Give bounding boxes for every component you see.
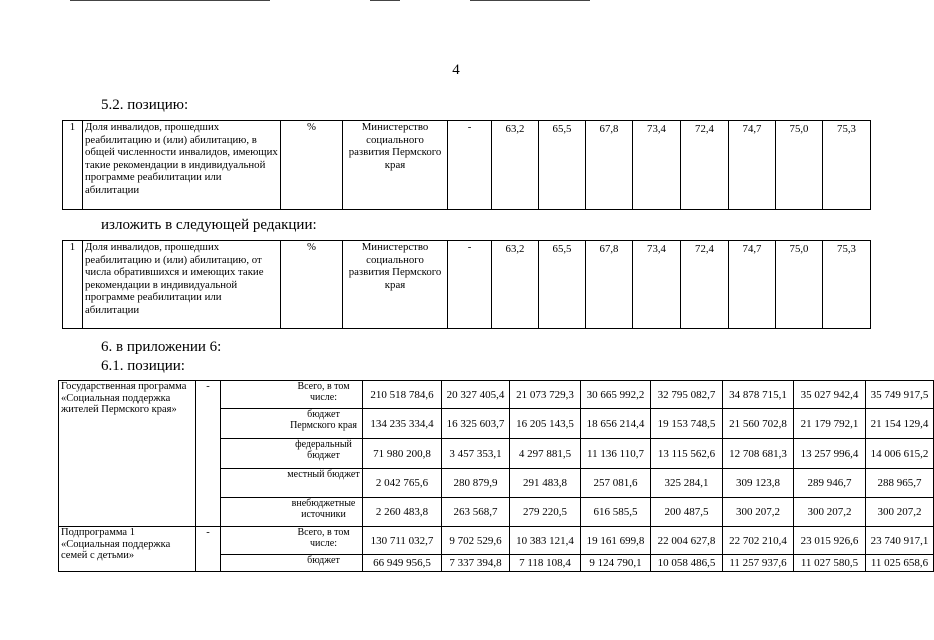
value-cell: 10 058 486,5 [651, 555, 723, 572]
value-cell: 130 711 032,7 [363, 527, 442, 555]
subprogram-name: Подпрограмма 1 «Социальная поддержка семей с детьми» [59, 527, 196, 572]
value-cell: 13 257 996,4 [794, 439, 866, 469]
value-cell: 12 708 681,3 [723, 439, 794, 469]
value-cell: 11 257 937,6 [723, 555, 794, 572]
value-cell: 16 205 143,5 [510, 409, 581, 439]
value-cell: 4 297 881,5 [510, 439, 581, 469]
value-cell: 73,4 [633, 121, 681, 210]
value-cell: 325 284,1 [651, 469, 723, 498]
value-cell: 74,7 [729, 241, 776, 329]
value-cell: 72,4 [681, 121, 729, 210]
value-cell: 35 027 942,4 [794, 381, 866, 409]
financing-label: федеральный бюджет [221, 439, 363, 469]
financing-label: местный бюджет [221, 469, 363, 498]
value-cell: 73,4 [633, 241, 681, 329]
value-cell: 23 015 926,6 [794, 527, 866, 555]
value-cell: 210 518 784,6 [363, 381, 442, 409]
financing-label: бюджет Пермского края [221, 409, 363, 439]
value-cell: 16 325 603,7 [442, 409, 510, 439]
value-cell: 7 118 108,4 [510, 555, 581, 572]
value-cell: 13 115 562,6 [651, 439, 723, 469]
section-6-heading: 6. в приложении 6: [101, 339, 222, 355]
value-cell: 280 879,9 [442, 469, 510, 498]
value-cell: 32 795 082,7 [651, 381, 723, 409]
value-cell: 257 081,6 [581, 469, 651, 498]
section-5-2-heading: 5.2. позицию: [101, 97, 189, 113]
responsible-org: Министерство социального развития Пермского края [343, 241, 448, 329]
value-cell: 134 235 334,4 [363, 409, 442, 439]
value-cell: 2 042 765,6 [363, 469, 442, 498]
unit-cell: % [281, 121, 343, 210]
value-cell: 10 383 121,4 [510, 527, 581, 555]
row-number: 1 [63, 121, 83, 210]
value-cell: 20 327 405,4 [442, 381, 510, 409]
value-cell: 200 487,5 [651, 498, 723, 527]
indicator-name: Доля инвалидов, прошедших реабилитацию и (или) абилитацию, в общей численности инвалидов, имеющих такие рекомендации в индивидуальной программе реабилитации или абилитации [83, 121, 281, 210]
indicator-name: Доля инвалидов, прошедших реабилитацию и (или) абилитацию, от числа обратившихся и имеющих такие рекомендации в индивидуальной программе реабилитации или абилитации [83, 241, 281, 329]
value-cell: 616 585,5 [581, 498, 651, 527]
row-number: 1 [63, 241, 83, 329]
value-cell: 18 656 214,4 [581, 409, 651, 439]
value-cell: 19 153 748,5 [651, 409, 723, 439]
value-cell: 14 006 615,2 [866, 439, 934, 469]
financing-label: бюджет [221, 555, 363, 572]
value-cell: 289 946,7 [794, 469, 866, 498]
scan-line [470, 0, 590, 1]
table-row [63, 241, 871, 329]
value-cell: 75,0 [776, 121, 823, 210]
subprogram-dash: - [196, 527, 221, 572]
value-cell: 3 457 353,1 [442, 439, 510, 469]
value-cell: 9 124 790,1 [581, 555, 651, 572]
value-cell: 19 161 699,8 [581, 527, 651, 555]
value-cell: 75,3 [823, 241, 871, 329]
value-cell: 63,2 [492, 241, 539, 329]
value-cell: 11 027 580,5 [794, 555, 866, 572]
value-cell: 300 207,2 [866, 498, 934, 527]
program-dash: - [196, 381, 221, 527]
table-row [63, 121, 871, 210]
value-cell: 65,5 [539, 121, 586, 210]
value-cell: 67,8 [586, 121, 633, 210]
value-cell: 9 702 529,6 [442, 527, 510, 555]
table-row [59, 381, 934, 409]
financing-label: внебюджетные источники [221, 498, 363, 527]
value-cell: 300 207,2 [723, 498, 794, 527]
table-row [59, 527, 934, 555]
value-cell: 2 260 483,8 [363, 498, 442, 527]
program-name: Государственная программа «Социальная поддержка жителей Пермского края» [59, 381, 196, 527]
value-cell: 35 749 917,5 [866, 381, 934, 409]
value-cell: 291 483,8 [510, 469, 581, 498]
value-cell: 21 560 702,8 [723, 409, 794, 439]
page-number: 4 [452, 62, 460, 78]
value-cell: 21 179 792,1 [794, 409, 866, 439]
value-cell: 11 025 658,6 [866, 555, 934, 572]
value-cell: 66 949 956,5 [363, 555, 442, 572]
value-cell: 75,3 [823, 121, 871, 210]
value-cell: 72,4 [681, 241, 729, 329]
value-cell: 65,5 [539, 241, 586, 329]
value-cell: 67,8 [586, 241, 633, 329]
value-cell: 22 004 627,8 [651, 527, 723, 555]
value-cell: 30 665 992,2 [581, 381, 651, 409]
value-cell: 21 154 129,4 [866, 409, 934, 439]
replace-heading: изложить в следующей редакции: [101, 217, 317, 233]
value-cell: 74,7 [729, 121, 776, 210]
value-cell: 7 337 394,8 [442, 555, 510, 572]
value-cell: 300 207,2 [794, 498, 866, 527]
value-cell: 309 123,8 [723, 469, 794, 498]
scan-line [70, 0, 270, 1]
value-cell: 279 220,5 [510, 498, 581, 527]
section-6-1-heading: 6.1. позиции: [101, 358, 185, 374]
financing-label: Всего, в том числе: [221, 381, 363, 409]
unit-cell: % [281, 241, 343, 329]
scan-line [370, 0, 400, 1]
value-cell: 263 568,7 [442, 498, 510, 527]
value-cell: 22 702 210,4 [723, 527, 794, 555]
base-value: - [448, 121, 492, 210]
financing-label: Всего, в том числе: [221, 527, 363, 555]
responsible-org: Министерство социального развития Пермского края [343, 121, 448, 210]
value-cell: 63,2 [492, 121, 539, 210]
indicator-table-new [62, 240, 871, 329]
indicator-table-old [62, 120, 871, 210]
value-cell: 21 073 729,3 [510, 381, 581, 409]
value-cell: 71 980 200,8 [363, 439, 442, 469]
value-cell: 34 878 715,1 [723, 381, 794, 409]
value-cell: 288 965,7 [866, 469, 934, 498]
value-cell: 75,0 [776, 241, 823, 329]
base-value: - [448, 241, 492, 329]
financing-table [58, 380, 934, 572]
value-cell: 11 136 110,7 [581, 439, 651, 469]
value-cell: 23 740 917,1 [866, 527, 934, 555]
